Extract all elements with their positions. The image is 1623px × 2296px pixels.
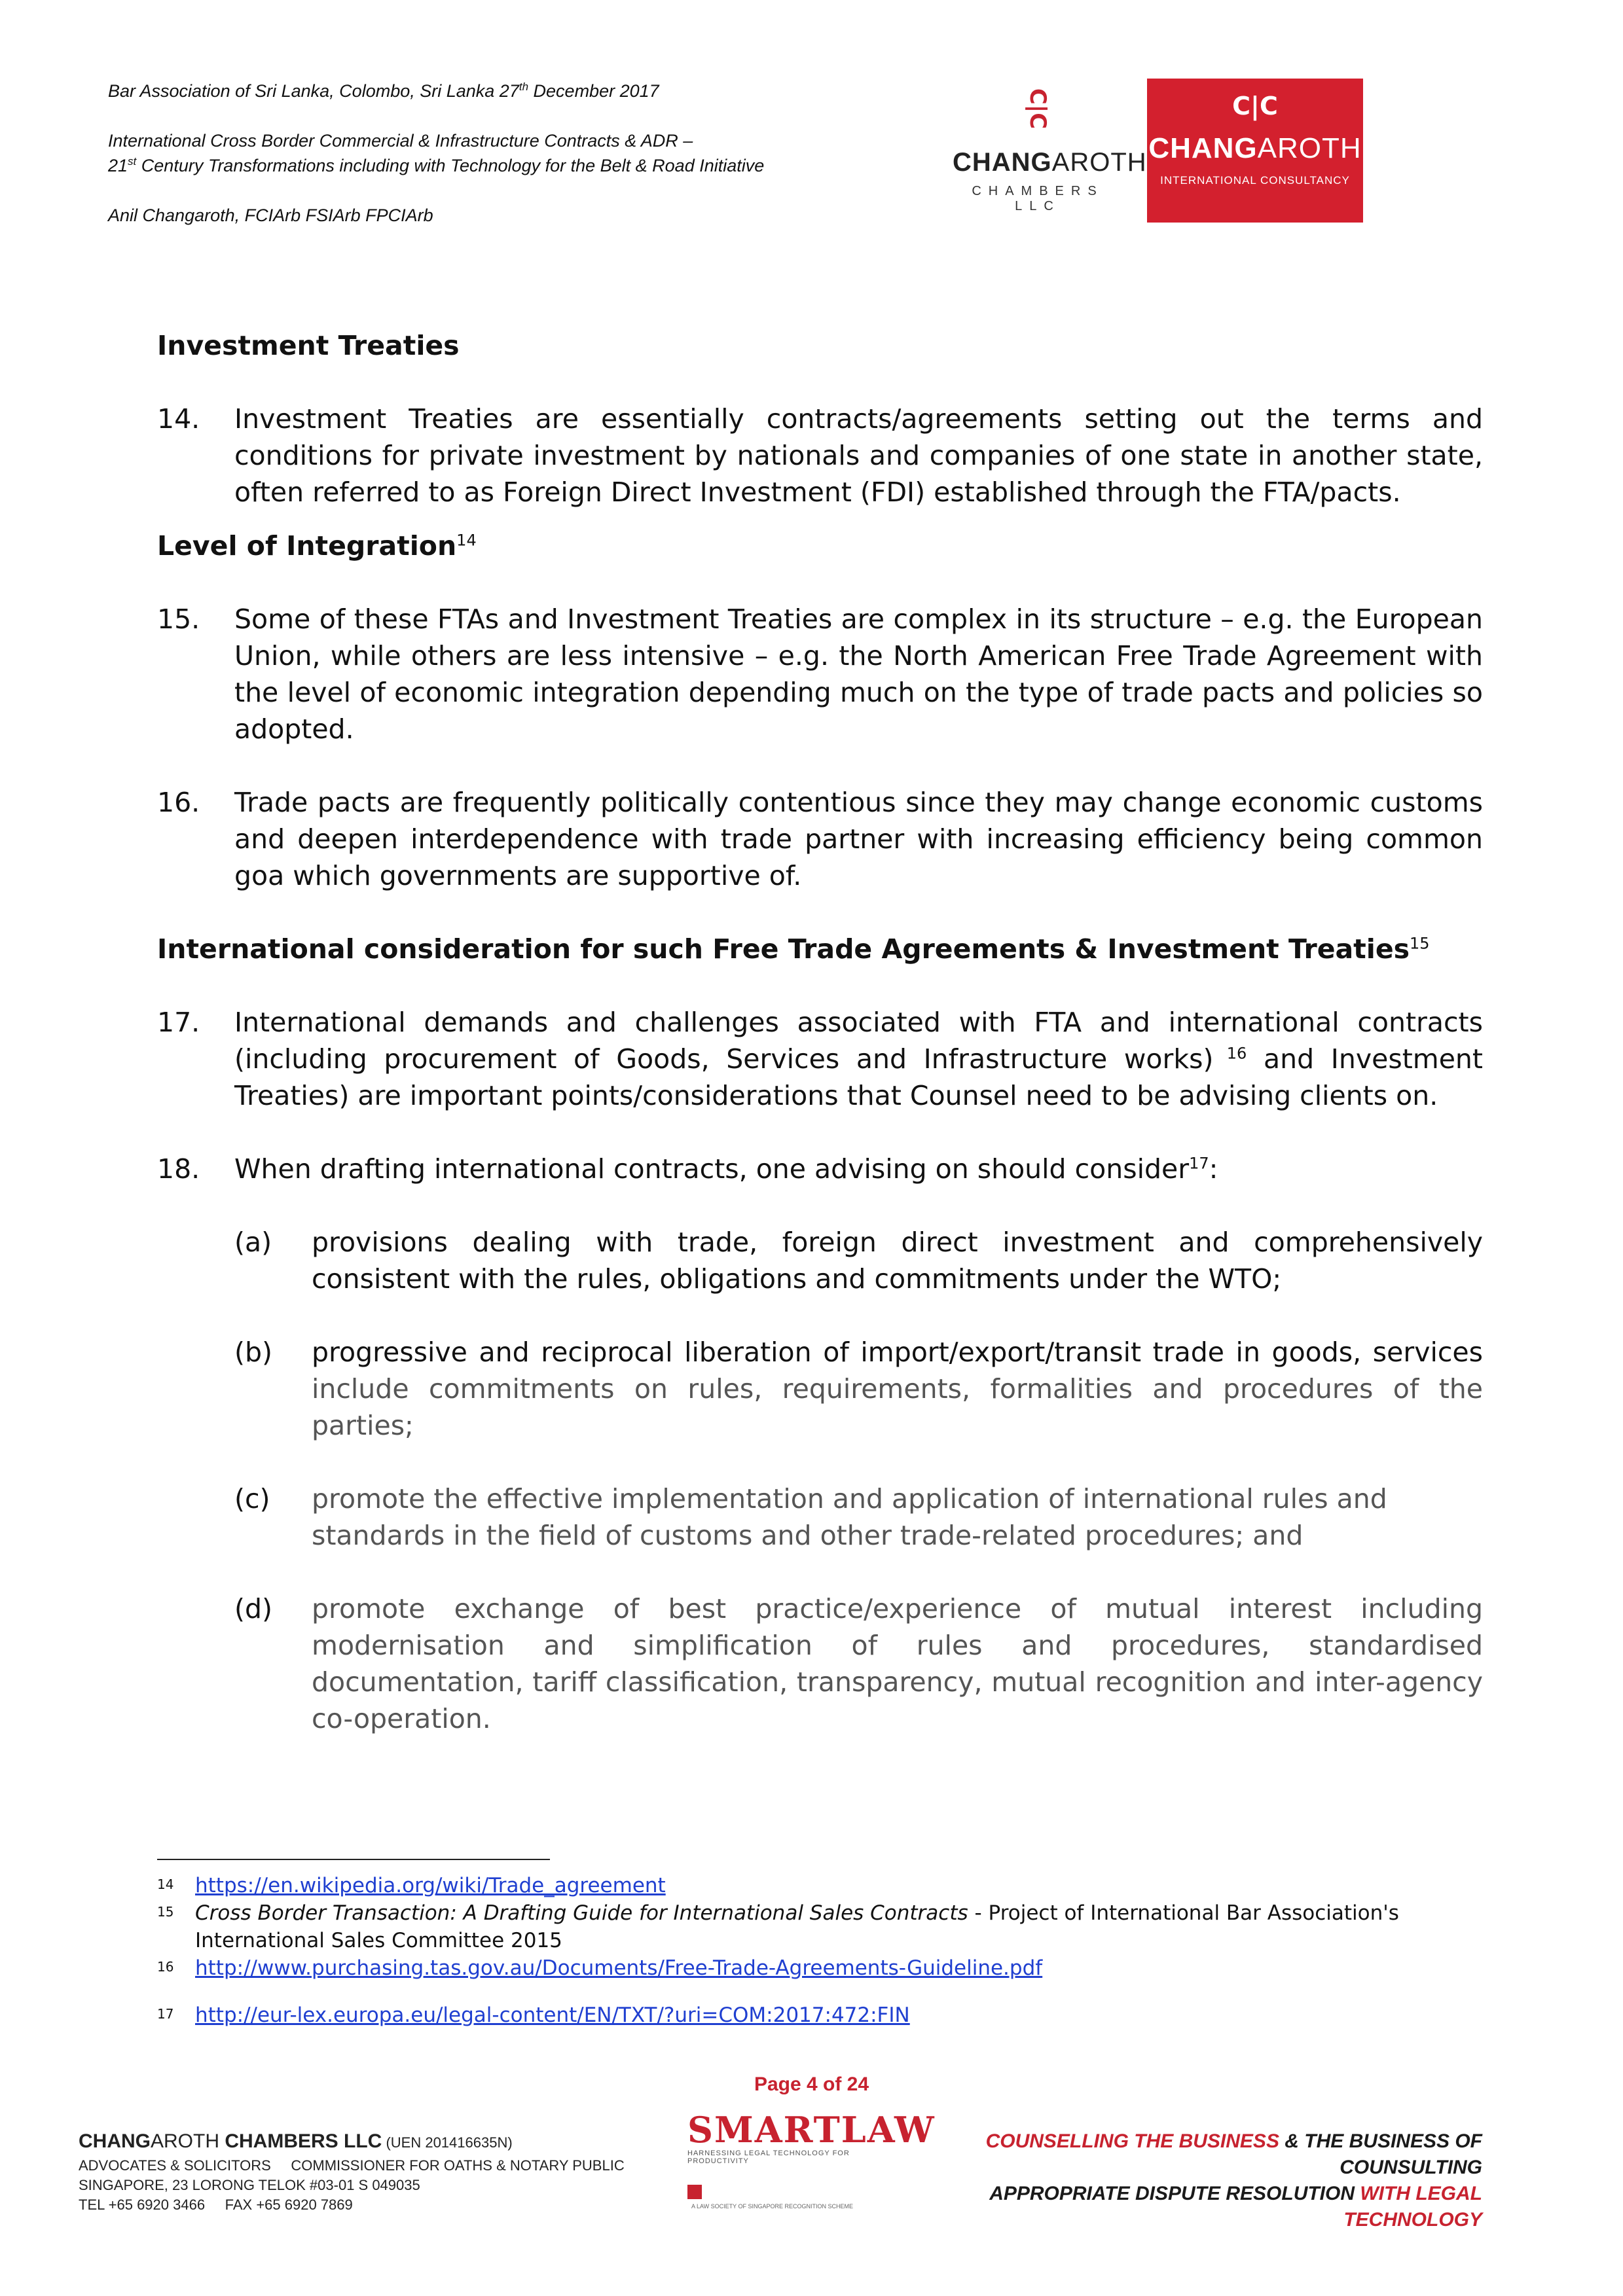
header-century-num: 21 [108,156,128,175]
slogan-red: WITH LEGAL TECHNOLOGY [1343,2183,1482,2231]
slogan-dark: APPROPRIATE DISPUTE RESOLUTION [989,2183,1355,2204]
slogan-line-1 [860,2128,1482,2181]
footnote-number: 15 [157,1904,174,1920]
footnote-separator [157,1859,550,1860]
paragraph-colon: : [1209,1153,1218,1185]
footnote-14 [157,1872,1483,1899]
footnote-15 [157,1899,1483,1954]
subparagraph-label: (d) [234,1593,273,1624]
footnote-link[interactable]: http://eur-lex.europa.eu/legal-content/EN/TXT/?uri=COM:2017:472:FIN [195,2003,910,2027]
header-author-line: Anil Changaroth, FCIArb FSIArb FPCIArb [108,206,433,225]
slogan-red: COUNSELLING THE BUSINESS [985,2130,1279,2152]
footnote-ref: 17 [1189,1154,1209,1173]
heading-international-consideration [157,931,1483,967]
subparagraph-label: (b) [234,1336,273,1368]
header-event-line [108,79,894,103]
footnote-17 [157,2001,1483,2029]
smartlaw-wordmark: SMARTLAW [687,2109,936,2151]
firm-name-bold: CHANG [79,2130,151,2152]
chambers-logo-name-rest: AROTH [1051,148,1147,177]
firm-contact: TEL +65 6920 3466 FAX +65 6920 7869 [79,2197,353,2213]
heading-text: Level of Integration [157,530,457,562]
consultancy-logo-name [1147,132,1363,165]
document-body [157,327,1483,1737]
consultancy-logo-name-bold: CHANG [1148,132,1258,164]
paragraph-number: 17. [157,1007,200,1038]
paragraph-number: 14. [157,403,200,435]
lawsoc-badge-icon [687,2185,702,2199]
header-event-sup: th [519,81,529,93]
consultancy-logo-sub: INTERNATIONAL CONSULTANCY [1160,174,1350,187]
header-century-sup: st [128,155,137,168]
paragraph-text: Some of these FTAs and Investment Treaties are complex in its structure – e.g. the European Union, while others are less intensive – e.g. the North American Free Trade Agreement with the level of economic integration depending much on the type of trade pacts and policies so adopted. [234,603,1483,745]
changaroth-consultancy-logo [1147,79,1363,223]
footnotes [157,1872,1483,2029]
paragraph-15 [157,601,1483,747]
subparagraph-c [157,1480,1483,1554]
firm-details [79,2128,668,2215]
footnote-ref: 14 [456,531,477,550]
subparagraph-text: provisions dealing with trade, foreign direct investment and comprehensively consistent with the rules, obligations and commitments under the WTO; [312,1227,1483,1295]
consultancy-logo-name-rest: AROTH [1257,132,1362,164]
footnote-title: Cross Border Transaction: A Drafting Guide for International Sales Contracts [195,1901,968,1925]
footnote-number: 14 [157,1876,174,1892]
paragraph-16 [157,784,1483,894]
consultancy-logo-mark-icon: C|C [1232,92,1278,120]
subparagraph-text-dark: progressive and reciprocal liberation of import/export/transit trade in goods, services [312,1336,1483,1368]
subparagraph-label: (a) [234,1227,272,1258]
subparagraph-label: (c) [234,1483,270,1515]
chambers-logo-mark-icon: C|C [1025,88,1051,130]
paragraph-text-a: International demands and challenges associated with FTA and international contracts (including procurement of Goods, Services and Infrastructure works) [234,1007,1483,1075]
subparagraph-a [157,1224,1483,1297]
paragraph-number: 18. [157,1153,200,1185]
paragraph-text: When drafting international contracts, one advising on should consider [234,1153,1190,1185]
footnote-link[interactable]: https://en.wikipedia.org/wiki/Trade_agreement [195,1874,666,1897]
firm-address: SINGAPORE, 23 LORONG TELOK #03-01 S 049035 [79,2177,420,2193]
smartlaw-logo [687,2109,936,2210]
changaroth-chambers-logo [953,88,1147,223]
footnote-link[interactable]: http://www.purchasing.tas.gov.au/Documents/Free-Trade-Agreements-Guideline.pdf [195,1956,1043,1980]
document-header [108,79,894,228]
header-title-line: International Cross Border Commercial & Infrastructure Contracts & ADR – [108,131,693,151]
paragraph-number: 16. [157,787,200,818]
subparagraph-text: promote the effective implementation and application of international rules and standards in the field of customs and other trade-related procedures; and [312,1483,1387,1551]
paragraph-18 [157,1151,1483,1187]
chambers-logo-sub: CHAMBERS LLC [972,184,1104,213]
footnote-number: 17 [157,2006,174,2022]
page-number: Page 4 of 24 [754,2073,869,2095]
paragraph-number: 15. [157,603,200,635]
heading-investment-treaties: Investment Treaties [157,330,460,361]
heading-level-of-integration [157,528,1483,564]
footnote-16 [157,1954,1483,1982]
header-event-text: Bar Association of Sri Lanka, Colombo, Sri Lanka 27 [108,81,519,101]
slogan-dark: & THE BUSINESS OF COUNSULTING [1279,2130,1482,2178]
footer-slogan [860,2128,1482,2233]
paragraph-17 [157,1004,1483,1114]
slogan-line-2 [860,2181,1482,2233]
firm-uen: (UEN 201416635N) [382,2134,513,2151]
footnote-number: 16 [157,1959,174,1975]
subparagraph-text: promote exchange of best practice/experience of mutual interest including modernisation and simplification of rules and procedures, standardised documentation, tariff classification, transparency, mutual recognition and inter-agency co-operation. [312,1593,1483,1734]
paragraph-14 [157,401,1483,511]
paragraph-text: Investment Treaties are essentially contracts/agreements setting out the terms and conditions for private investment by nationals and companies of one state in another state, often referred to as Foreign Direct Investment (FDI) established through the FTA/pacts. [234,403,1483,508]
smartlaw-scheme: A LAW SOCIETY OF SINGAPORE RECOGNITION SCHEME [691,2202,854,2210]
subparagraph-b [157,1334,1483,1444]
paragraph-text-b: and Investment Treaties) are important points/considerations that Counsel need to be advising clients on. [234,1043,1483,1111]
paragraph-text: Trade pacts are frequently politically contentious since they may change economic customs and deepen interdependence with trade partner with increasing efficiency being common goa which governments are supportive of. [234,787,1483,891]
footnote-ref: 15 [1410,934,1430,953]
firm-name [79,2128,668,2156]
footnote-text: - Project of International Bar Association's International Sales Committee 2015 [195,1901,1399,1952]
subparagraph-text-grey: include commitments on rules, requirements, formalities and procedures of the parties; [312,1373,1483,1441]
firm-name-chambers: CHAMBERS LLC [219,2130,382,2152]
heading-text: International consideration for such Free Trade Agreements & Investment Treaties [157,933,1410,965]
firm-name-rest: AROTH [151,2130,219,2152]
header-subtitle-line [108,153,894,178]
chambers-logo-name-bold: CHANG [953,148,1052,177]
firm-practice: ADVOCATES & SOLICITORS COMMISSIONER FOR OATHS & NOTARY PUBLIC [79,2157,625,2174]
smartlaw-tagline: HARNESSING LEGAL TECHNOLOGY FOR PRODUCTIVITY [687,2149,850,2165]
subparagraph-d [157,1590,1483,1737]
header-event-date: December 2017 [528,81,659,101]
header-subtitle-text: Century Transformations including with Technology for the Belt & Road Initiative [136,156,765,175]
footnote-ref: 16 [1213,1044,1247,1063]
